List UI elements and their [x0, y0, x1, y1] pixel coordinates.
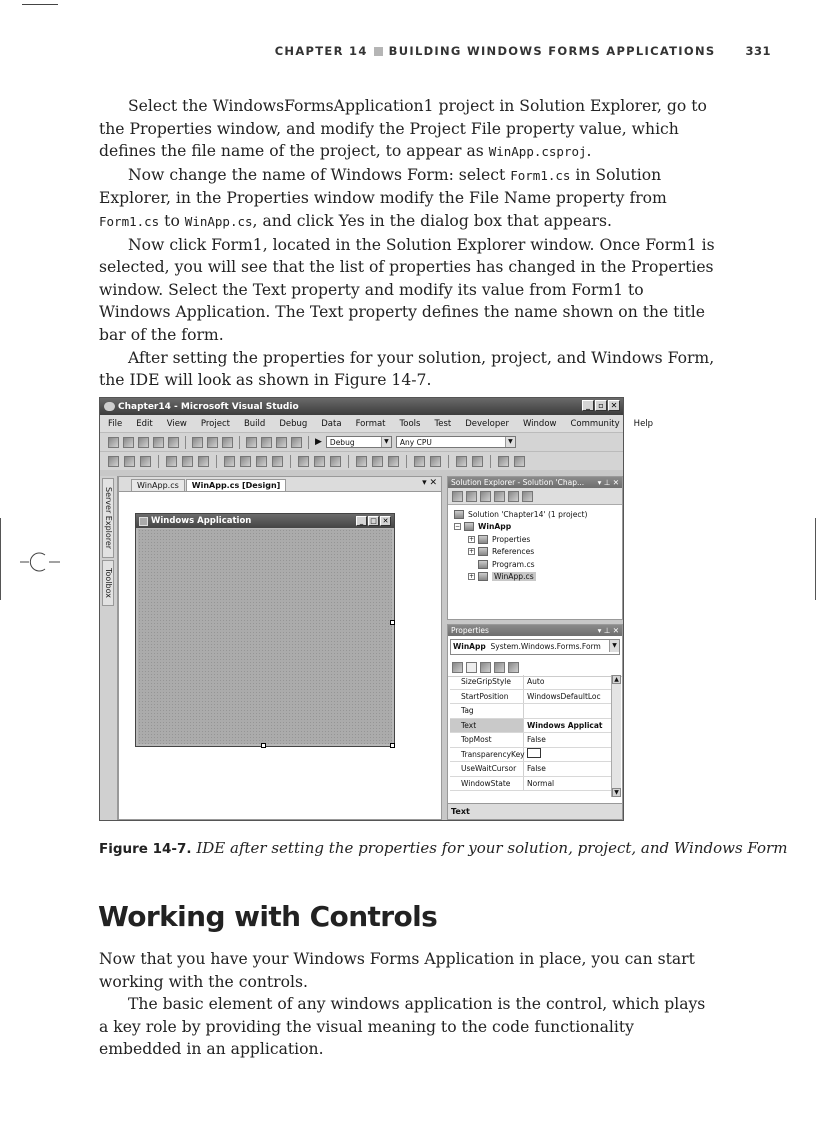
- document-tabs: [119, 477, 441, 492]
- form-file-icon: [478, 572, 488, 581]
- vs-toolbar-standard: [100, 433, 623, 452]
- tree-item-project[interactable]: − WinApp: [455, 522, 512, 532]
- toolbar-separator: [290, 455, 291, 468]
- start-debugging-icon[interactable]: ▶: [315, 437, 322, 447]
- object-selector[interactable]: WinApp System.Windows.Forms.Form ▼: [450, 639, 620, 655]
- property-grid: [450, 675, 612, 791]
- toolbar-separator: [239, 436, 240, 449]
- tree-item-solution[interactable]: Solution 'Chapter14' (1 project): [454, 508, 622, 521]
- align-tops-icon[interactable]: [166, 456, 177, 467]
- ide-screenshot-figure: [99, 397, 654, 821]
- property-description: Text: [448, 803, 622, 819]
- cut-icon[interactable]: [192, 437, 203, 448]
- crop-mark-top: [22, 4, 58, 5]
- ide-workspace: [100, 470, 623, 820]
- close-button[interactable]: ✕: [608, 400, 620, 411]
- expand-icon[interactable]: +: [469, 535, 475, 543]
- bring-to-front-icon[interactable]: [456, 456, 467, 467]
- refresh-icon[interactable]: [480, 491, 491, 502]
- property-row[interactable]: StartPosition WindowsDefaultLoc: [450, 690, 612, 705]
- make-same-height-icon[interactable]: [240, 456, 251, 467]
- minimize-button[interactable]: _: [582, 400, 594, 411]
- tab-winapp-code[interactable]: WinApp.cs: [131, 479, 185, 491]
- chevron-down-icon: ▼: [609, 640, 619, 652]
- save-icon[interactable]: [153, 437, 164, 448]
- toolbar-separator: [490, 455, 491, 468]
- tab-order-icon[interactable]: [498, 456, 509, 467]
- inline-code: WinApp.csproj: [488, 144, 587, 160]
- toolbar-separator: [158, 455, 159, 468]
- expand-icon[interactable]: +: [469, 573, 475, 581]
- paragraph: Now click Form1, located in the Solution Explorer window. Once Form1 is selected, you will see that the list of properties has changed in the Properties window. Select the Text property and modify its value from Form1 to Windows Application. The Text property defines the name shown on the title bar of the form.: [99, 235, 715, 344]
- menu-item-developer[interactable]: Developer: [465, 418, 509, 429]
- resize-handle-right[interactable]: [390, 620, 395, 625]
- page-number: 331: [745, 44, 771, 58]
- form-title: Windows Application: [151, 516, 252, 526]
- body-text-top: [99, 95, 719, 392]
- center-horizontally-icon[interactable]: [414, 456, 425, 467]
- document-area: [118, 476, 442, 820]
- windows-form-designer[interactable]: [135, 513, 395, 747]
- resize-handle-bottom[interactable]: [261, 743, 266, 748]
- paragraph: Now change the name of Windows Form: select Form1.cs in Solution Explorer, in the Properties window modify the File Name property from Form1.cs to WinApp.cs, and click Yes in the dialog box that appears.: [99, 165, 667, 230]
- scroll-up-icon[interactable]: ▲: [612, 675, 621, 684]
- inline-code: Form1.cs: [99, 213, 160, 229]
- events-icon[interactable]: [494, 662, 505, 673]
- size-to-grid-icon[interactable]: [272, 456, 283, 467]
- running-head: [0, 44, 771, 58]
- menu-item-edit[interactable]: Edit: [136, 418, 153, 429]
- open-icon[interactable]: [138, 437, 149, 448]
- align-centers-icon[interactable]: [124, 456, 135, 467]
- inline-code: Form1.cs: [510, 167, 571, 183]
- paragraph: After setting the properties for your solution, project, and Windows Form, the IDE will look as shown in Figure 14-7.: [99, 348, 715, 390]
- expand-icon[interactable]: +: [469, 548, 475, 556]
- menu-item-community[interactable]: Community: [570, 418, 620, 429]
- horizontal-spacing-icon[interactable]: [298, 456, 309, 467]
- side-tool-strip: [100, 476, 118, 820]
- view-code-icon[interactable]: [494, 491, 505, 502]
- find-icon[interactable]: [291, 437, 302, 448]
- send-to-back-icon[interactable]: [472, 456, 483, 467]
- save-all-icon[interactable]: [168, 437, 179, 448]
- menu-item-debug[interactable]: Debug: [279, 418, 308, 429]
- lock-controls-icon[interactable]: [514, 456, 525, 467]
- increase-vertical-spacing-icon[interactable]: [372, 456, 383, 467]
- undo-icon[interactable]: [246, 437, 257, 448]
- redo-icon[interactable]: [261, 437, 272, 448]
- form-maximize-button: □: [368, 516, 379, 526]
- center-vertically-icon[interactable]: [430, 456, 441, 467]
- vs-titlebar: [100, 398, 623, 415]
- view-designer-icon[interactable]: [508, 491, 519, 502]
- document-tab-controls[interactable]: ▾ ✕: [422, 478, 437, 488]
- align-middles-icon[interactable]: [182, 456, 193, 467]
- form-client-area[interactable]: [138, 529, 392, 744]
- visual-studio-icon: [104, 402, 115, 411]
- solution-explorer-title: Solution Explorer - Solution 'Chap... ▾ ⊥ ✕: [448, 477, 622, 488]
- chevron-down-icon: ▼: [381, 437, 391, 447]
- paragraph: The basic element of any windows application is the control, which plays a key role by providing the visual meaning to the code functionality embedded in an application.: [99, 995, 706, 1059]
- increase-spacing-icon[interactable]: [314, 456, 325, 467]
- menu-item-format[interactable]: Format: [355, 418, 386, 429]
- menu-item-help[interactable]: Help: [633, 418, 654, 429]
- tree-item-winapp-cs[interactable]: + WinApp.cs: [469, 572, 534, 582]
- section-heading: Working with Controls: [98, 900, 438, 933]
- figure-caption: [99, 839, 787, 857]
- paragraph: Select the WindowsFormsApplication1 project in Solution Explorer, go to the Properties window, and modify the Project File property value, which defines the file name of the project, to appear as WinApp.csproj.: [99, 97, 707, 161]
- figure-label: Figure 14-7.: [99, 841, 192, 857]
- chapter-label: CHAPTER 14: [274, 44, 368, 58]
- paragraph: Now that you have your Windows Forms Application in place, you can start working with the controls.: [99, 950, 695, 991]
- menu-item-tools[interactable]: Tools: [399, 418, 421, 429]
- copy-icon[interactable]: [207, 437, 218, 448]
- collapse-icon[interactable]: −: [455, 523, 461, 531]
- navigate-icon[interactable]: [276, 437, 287, 448]
- properties-title: Properties ▾ ⊥ ✕: [448, 625, 622, 636]
- toolbar-separator: [406, 455, 407, 468]
- decrease-spacing-icon[interactable]: [330, 456, 341, 467]
- color-swatch: [527, 748, 541, 758]
- toolbar-separator: [448, 455, 449, 468]
- solution-icon: [454, 510, 464, 519]
- menu-item-test[interactable]: Test: [434, 418, 452, 429]
- property-row-selected[interactable]: Text Windows Applicat: [450, 719, 612, 734]
- resize-handle-corner[interactable]: [390, 743, 395, 748]
- properties-panel: [447, 624, 623, 820]
- toolbar-separator: [348, 455, 349, 468]
- class-diagram-icon[interactable]: [522, 491, 533, 502]
- show-all-files-icon[interactable]: [466, 491, 477, 502]
- align-lefts-icon[interactable]: [108, 456, 119, 467]
- registration-mark-icon: [20, 550, 60, 574]
- solution-tree: [448, 505, 622, 583]
- alphabetical-icon[interactable]: [466, 662, 477, 673]
- toolbar-separator: [308, 436, 309, 449]
- tree-item-properties[interactable]: + Properties: [469, 534, 531, 544]
- vertical-spacing-icon[interactable]: [356, 456, 367, 467]
- solution-platform-combo[interactable]: Any CPU ▼: [396, 436, 516, 448]
- crop-mark-left: [0, 518, 1, 600]
- menu-item-project[interactable]: Project: [200, 418, 230, 429]
- menu-item-file[interactable]: File: [108, 418, 123, 429]
- align-bottoms-icon[interactable]: [198, 456, 209, 467]
- chevron-down-icon: ▼: [505, 437, 515, 447]
- vs-toolbar-layout: [100, 452, 623, 471]
- vs-menubar: [100, 415, 654, 433]
- panel-controls[interactable]: ▾ ⊥ ✕: [597, 626, 619, 635]
- inline-code: WinApp.cs: [184, 213, 253, 229]
- toolbar-separator: [216, 455, 217, 468]
- tab-winapp-design[interactable]: WinApp.cs [Design]: [186, 479, 287, 491]
- align-rights-icon[interactable]: [140, 456, 151, 467]
- menu-item-view[interactable]: View: [166, 418, 187, 429]
- square-bullet-icon: [374, 47, 383, 56]
- property-pages-icon[interactable]: [508, 662, 519, 673]
- maximize-button[interactable]: ▫: [595, 400, 607, 411]
- property-row[interactable]: WindowState Normal: [450, 777, 612, 792]
- folder-icon: [478, 535, 488, 544]
- folder-icon: [478, 547, 488, 556]
- solution-explorer-panel: [447, 476, 623, 620]
- chapter-title: BUILDING WINDOWS FORMS APPLICATIONS: [388, 44, 716, 58]
- toolbox-tab[interactable]: Toolbox: [102, 560, 114, 606]
- form-minimize-button: _: [356, 516, 367, 526]
- property-row[interactable]: TopMost False: [450, 733, 612, 748]
- property-row[interactable]: TransparencyKey: [450, 748, 612, 763]
- property-row[interactable]: Tag: [450, 704, 612, 719]
- scroll-down-icon[interactable]: ▼: [612, 788, 621, 797]
- form-titlebar: [136, 514, 394, 528]
- make-same-width-icon[interactable]: [224, 456, 235, 467]
- server-explorer-tab[interactable]: Server Explorer: [102, 478, 114, 558]
- new-project-icon[interactable]: [108, 437, 119, 448]
- menu-item-build[interactable]: Build: [243, 418, 266, 429]
- tree-item-references[interactable]: + References: [469, 547, 535, 557]
- toolbar-separator: [185, 436, 186, 449]
- properties-icon[interactable]: [452, 491, 463, 502]
- paste-icon[interactable]: [222, 437, 233, 448]
- decrease-vertical-spacing-icon[interactable]: [388, 456, 399, 467]
- tree-item-program-cs[interactable]: Program.cs: [454, 558, 622, 571]
- add-item-icon[interactable]: [123, 437, 134, 448]
- property-row[interactable]: UseWaitCursor False: [450, 762, 612, 777]
- project-icon: [464, 522, 474, 531]
- figure-caption-text: IDE after setting the properties for your solution, project, and Windows Form: [191, 839, 788, 857]
- design-surface: [123, 495, 439, 817]
- form-icon: [139, 517, 148, 526]
- properties-view-icon[interactable]: [480, 662, 491, 673]
- cs-file-icon: [478, 560, 488, 569]
- solution-configuration-combo[interactable]: Debug ▼: [326, 436, 392, 448]
- form-close-button: ✕: [380, 516, 391, 526]
- panel-controls[interactable]: ▾ ⊥ ✕: [597, 478, 619, 487]
- menu-item-window[interactable]: Window: [522, 418, 557, 429]
- solution-explorer-toolbar: [448, 488, 622, 505]
- menu-item-data[interactable]: Data: [321, 418, 342, 429]
- body-text-bottom: [99, 948, 719, 1061]
- property-row[interactable]: SizeGripStyle Auto: [450, 675, 612, 690]
- categorized-icon[interactable]: [452, 662, 463, 673]
- make-same-size-icon[interactable]: [256, 456, 267, 467]
- properties-scrollbar[interactable]: [611, 675, 621, 797]
- vs-window-title: Chapter14 - Microsoft Visual Studio: [118, 401, 299, 412]
